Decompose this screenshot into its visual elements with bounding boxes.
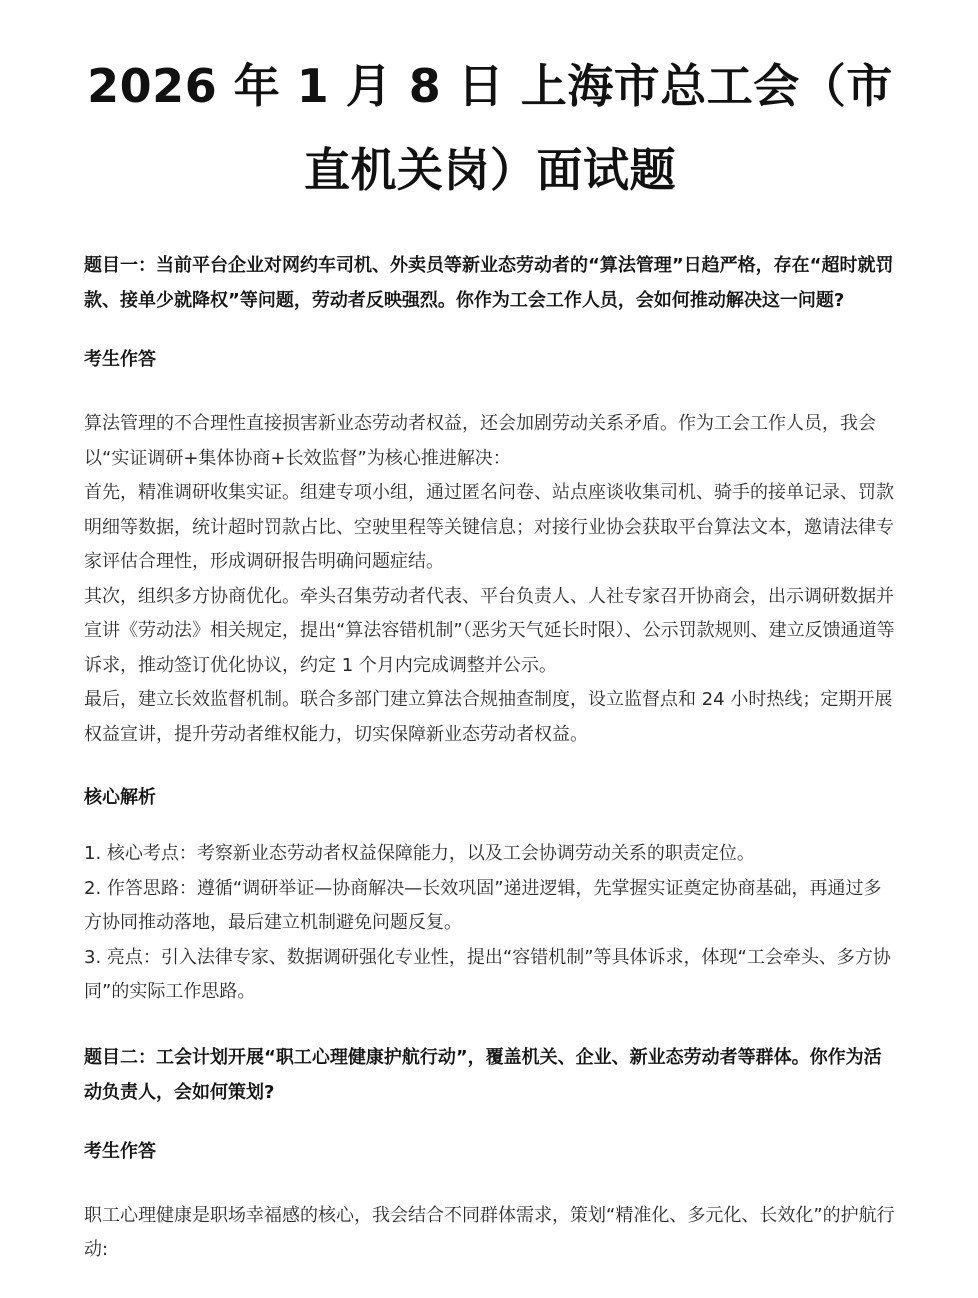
question-1-section <box>84 248 896 1010</box>
question-1-analysis-label: 核心解析 <box>84 787 156 808</box>
analysis-item: 2. 作答思路：遵循“调研举证—协商解决—长效巩固”递进逻辑，先掌握实证奠定协商基础，再通过多方协同推动落地，最后建立机制避免问题反复。 <box>84 877 882 933</box>
question-2-section <box>84 1040 896 1268</box>
question-2-heading: 题目二：工会计划开展“职工心理健康护航行动”，覆盖机关、企业、新业态劳动者等群体。你作为活动负责人，会如何策划? <box>84 1046 882 1103</box>
question-1-answer-body <box>84 407 896 752</box>
question-1-answer-label: 考生作答 <box>84 349 156 370</box>
question-2-answer-body <box>84 1199 896 1268</box>
page-title-line-1: 2026 年 1 月 8 日 上海市总工会（市 <box>87 59 893 113</box>
answer-paragraph: 算法管理的不合理性直接损害新业态劳动者权益，还会加剧劳动关系矛盾。作为工会工作人员，我会以“实证调研+集体协商+长效监督”为核心推进解决： <box>84 413 876 469</box>
answer-paragraph: 其次，组织多方协商优化。牵头召集劳动者代表、平台负责人、人社专家召开协商会，出示调研数据并宣讲《劳动法》相关规定，提出“算法容错机制”（恶劣天气延长时限）、公示罚款规则、建立反馈通道等诉求，推动签订优化协议，约定 1 个月内完成调整并公示。 <box>84 585 895 676</box>
question-1-heading: 题目一：当前平台企业对网约车司机、外卖员等新业态劳动者的“算法管理”日趋严格，存在“超时就罚款、接单少就降权”等问题，劳动者反映强烈。你作为工会工作人员，会如何推动解决这一问题? <box>84 255 894 311</box>
question-1-analysis-list <box>84 837 896 1010</box>
question-2-answer-label: 考生作答 <box>84 1140 156 1162</box>
analysis-item: 3. 亮点：引入法律专家、数据调研强化专业性，提出“容错机制”等具体诉求，体现“工会牵头、多方协同”的实际工作思路。 <box>84 946 891 1002</box>
answer-paragraph: 最后，建立长效监督机制。联合多部门建立算法合规抽查制度，设立监督点和 24 小时热线；定期开展权益宣讲，提升劳动者维权能力，切实保障新业态劳动者权益。 <box>84 689 893 745</box>
page-title-line-2: 直机关岗）面试题 <box>304 143 676 197</box>
analysis-item: 1. 核心考点：考察新业态劳动者权益保障能力，以及工会协调劳动关系的职责定位。 <box>84 843 755 864</box>
answer-paragraph: 职工心理健康是职场幸福感的核心，我会结合不同群体需求，策划“精准化、多元化、长效化”的护航行动: <box>84 1204 895 1260</box>
answer-paragraph: 首先，精准调研收集实证。组建专项小组，通过匿名问卷、站点座谈收集司机、骑手的接单记录、罚款明细等数据，统计超时罚款占比、空驶里程等关键信息；对接行业协会获取平台算法文本，邀请法律专家评估合理性，形成调研报告明确问题症结。 <box>84 482 894 572</box>
page-title <box>84 44 896 212</box>
